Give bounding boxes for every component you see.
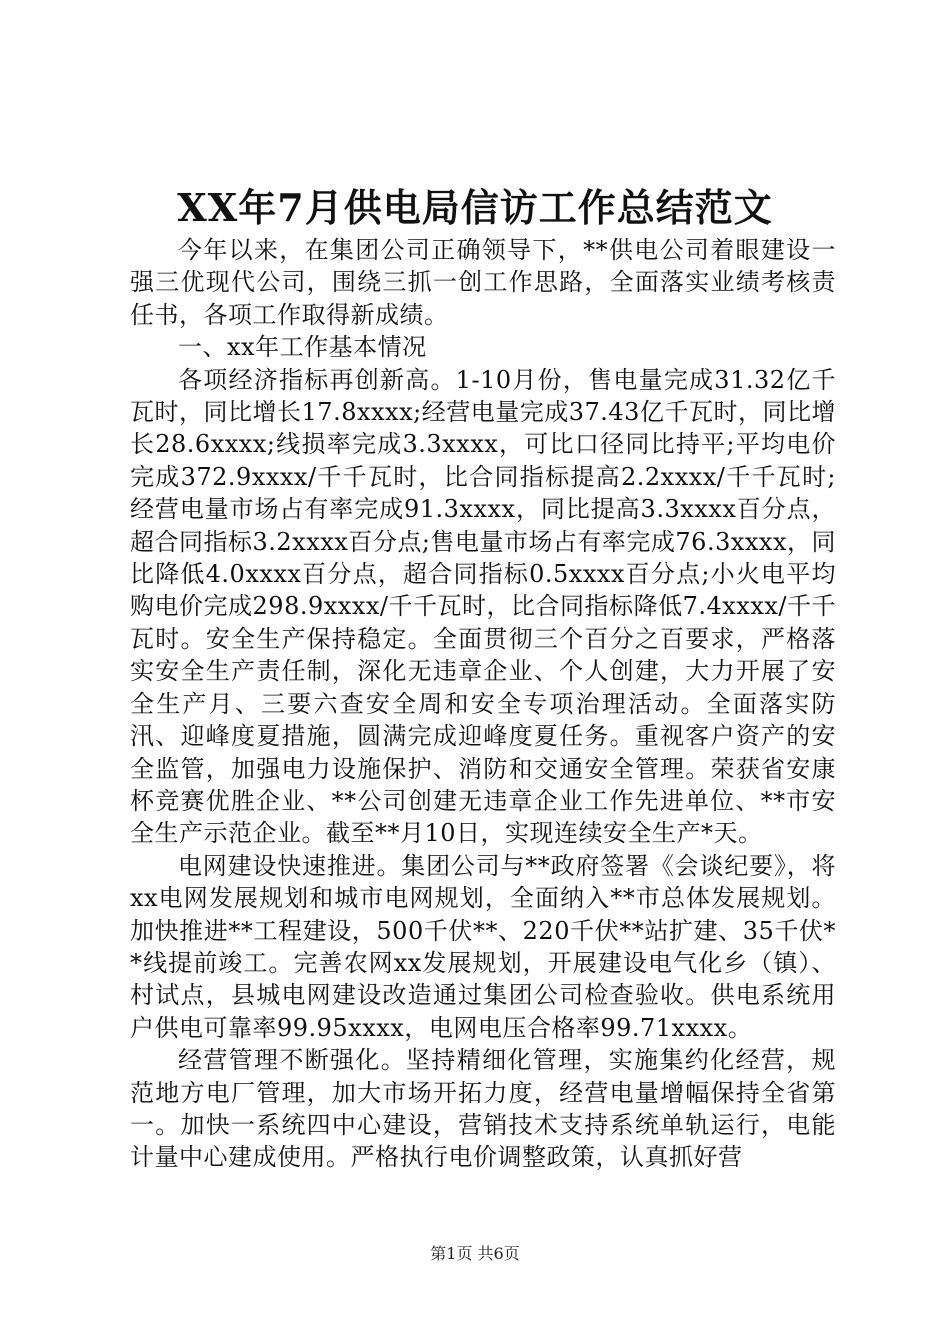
document-body bbox=[130, 234, 836, 1174]
page-footer: 第1页 共6页 bbox=[430, 1244, 520, 1263]
paragraph-business-management: 经营管理不断强化。坚持精细化管理，实施集约化经营，规范地方电厂管理，加大市场开拓力度，经营电量增幅保持全省第一。加快一系统四中心建设，营销技术支持系统单轨运行，电能计量中心建成使用。严格执行电价调整政策，认真抓好营 bbox=[130, 1046, 836, 1172]
paragraph-grid-construction: 电网建设快速推进。集团公司与**政府签署《会谈纪要》，将xx电网发展规划和城市电网规划，全面纳入**市总体发展规划。加快推进**工程建设，500千伏**、220千伏**站扩建、35千伏**线提前竣工。完善农网xx发展规划，开展建设电气化乡（镇）、村试点，县城电网建设改造通过集团公司检查验收。供电系统用户供电可靠率99.95xxxx，电网电压合格率99.71xxxx。 bbox=[130, 851, 836, 1042]
section-heading: 一、xx年工作基本情况 bbox=[178, 333, 427, 362]
paragraph-economic-indicators: 各项经济指标再创新高。1-10月份，售电量完成31.32亿千瓦时，同比增长17.8xxxx;经营电量完成37.43亿千瓦时，同比增长28.6xxxx;线损率完成3.3xxxx，可比口径同比持平;平均电价完成372.9xxxx/千千瓦时，比合同指标提高2.2xxxx/千千瓦时;经营电量市场占有率完成91.3xxxx，同比提高3.3xxxx百分点，超合同指标3.2xxxx百分点;售电量市场占有率完成76.3xxxx，同比降低4.0xxxx百分点，超合同指标0.5xxxx百分点;小火电平均购电价完成298.9xxxx/千千瓦时，比合同指标降低7.4xxxx/千千瓦时。安全生产保持稳定。全面贯彻三个百分之百要求，严格落实安全生产责任制，深化无违章企业、个人创建，大力开展了安全生产月、三要六查安全周和安全专项治理活动。全面落实防汛、迎峰度夏措施，圆满完成迎峰度夏任务。重视客户资产的安全监管，加强电力设施保护、消防和交通安全管理。荣获省安康杯竞赛优胜企业、**公司创建无违章企业工作先进单位、**市安全生产示范企业。截至**月10日，实现连续安全生产*天。 bbox=[130, 365, 836, 848]
document-title: XX年7月供电局信访工作总结范文 bbox=[177, 185, 773, 230]
paragraph-intro: 今年以来，在集团公司正确领导下，**供电公司着眼建设一强三优现代公司，围绕三抓一创工作思路，全面落实业绩考核责任书，各项工作取得新成绩。 bbox=[130, 236, 836, 329]
